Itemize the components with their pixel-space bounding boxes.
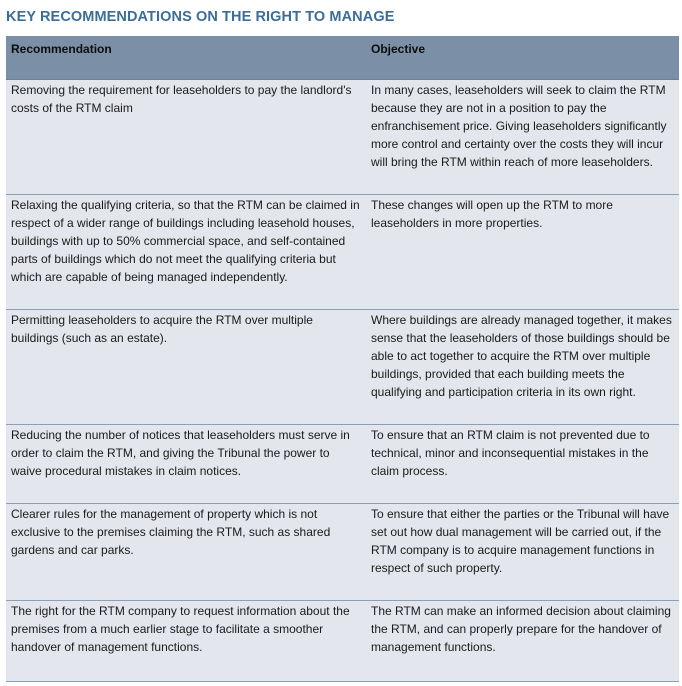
page-title: KEY RECOMMENDATIONS ON THE RIGHT TO MANAGE bbox=[6, 9, 395, 25]
objective-cell: Where buildings are already managed together, it makes sense that the leaseholders of those buildings should be able to act together to acquire the RTM over multiple buildings, provided that each building meets the qualifying and participation criteria in its own right. bbox=[371, 313, 672, 399]
objective-cell: To ensure that either the parties or the Tribunal will have set out how dual management will be carried out, if the RTM company is to acquire management functions in respect of such property. bbox=[371, 507, 670, 575]
recommendation-cell: Relaxing the qualifying criteria, so that the RTM can be claimed in respect of a wider range of buildings including leasehold houses, buildings with up to 50% commercial space, and self-contained parts of buildings which do not meet the qualifying criteria but which are capable of being managed independently. bbox=[11, 198, 360, 284]
table-row bbox=[6, 195, 679, 310]
recommendation-cell: Removing the requirement for leaseholders to pay the landlord's costs of the RTM claim bbox=[11, 83, 352, 115]
table-row bbox=[6, 80, 679, 195]
table-row bbox=[6, 504, 679, 601]
recommendation-cell: Permitting leaseholders to acquire the RTM over multiple buildings (such as an estate). bbox=[11, 313, 313, 345]
table-row bbox=[6, 310, 679, 425]
table-row bbox=[6, 601, 679, 682]
recommendation-cell: The right for the RTM company to request information about the premises from a much earlier stage to facilitate a smoother handover of management functions. bbox=[11, 604, 350, 654]
table-header bbox=[6, 36, 679, 80]
objective-cell: These changes will open up the RTM to more leaseholders in more properties. bbox=[371, 198, 613, 230]
recommendation-cell: Reducing the number of notices that leaseholders must serve in order to claim the RTM, and giving the Tribunal the power to waive procedural mistakes in claim notices. bbox=[11, 428, 350, 478]
objective-cell: In many cases, leaseholders will seek to claim the RTM because they are not in a position to pay the enfranchisement price. Giving leaseholders significantly more control and certainty over the costs they will incur will bring the RTM within reach of more leaseholders. bbox=[371, 83, 667, 169]
table-row bbox=[6, 425, 679, 504]
recommendations-table bbox=[6, 36, 679, 682]
header-objective: Objective bbox=[371, 42, 426, 56]
recommendation-cell: Clearer rules for the management of property which is not exclusive to the premises claiming the RTM, such as shared gardens and car parks. bbox=[11, 507, 331, 557]
objective-cell: The RTM can make an informed decision about claiming the RTM, and can properly prepare for the handover of management functions. bbox=[371, 604, 671, 654]
objective-cell: To ensure that an RTM claim is not prevented due to technical, minor and inconsequential mistakes in the claim process. bbox=[371, 428, 650, 478]
header-recommendation: Recommendation bbox=[11, 42, 112, 56]
